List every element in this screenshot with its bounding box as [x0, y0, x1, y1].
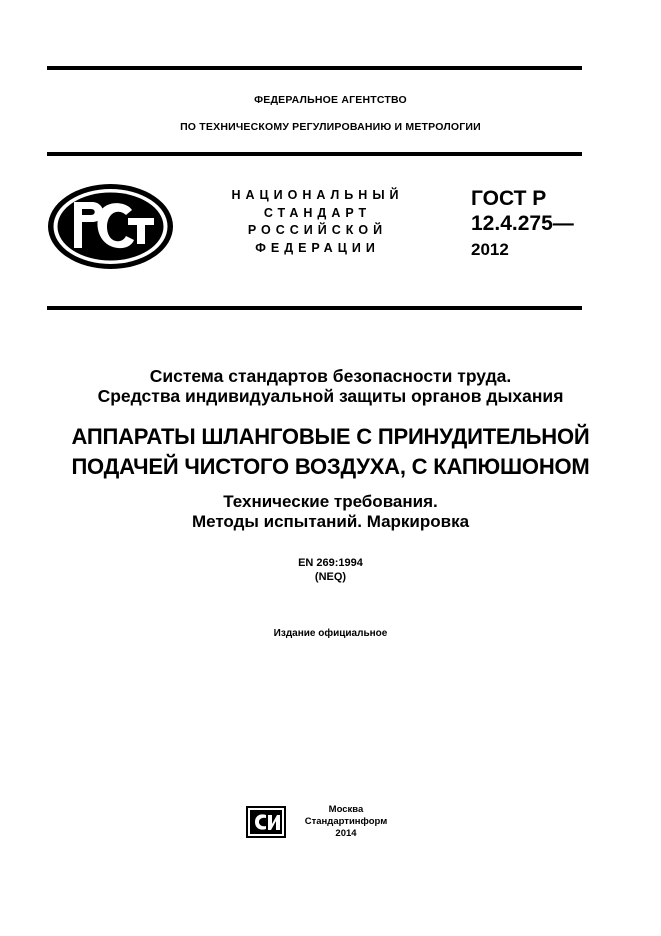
publisher-city: Москва	[328, 804, 364, 815]
gost-number: 12.4.275—	[471, 212, 574, 235]
publisher-year: 2014	[335, 828, 357, 839]
en-relation: (NEQ)	[314, 571, 347, 583]
agency-line-2: ПО ТЕХНИЧЕСКОМУ РЕГУЛИРОВАНИЮ И МЕТРОЛОГИИ	[180, 121, 481, 133]
national-standard-line-3: РОССИЙСКОЙ	[247, 223, 388, 237]
national-standard-line-1: НАЦИОНАЛЬНЫЙ	[231, 188, 404, 202]
publisher-block	[296, 804, 396, 840]
top-rule	[47, 66, 582, 70]
standard-block-rule	[47, 306, 582, 310]
header-rule	[47, 152, 582, 156]
standartinform-logo-icon	[246, 806, 286, 838]
national-standard-line-2: СТАНДАРТ	[263, 206, 372, 220]
document-title-line-1: АППАРАТЫ ШЛАНГОВЫЕ С ПРИНУДИТЕЛЬНОЙ	[71, 424, 590, 449]
rst-logo-text: РСТ	[46, 182, 48, 183]
en-standard: EN 269:1994	[298, 557, 363, 569]
gost-prefix: ГОСТ Р	[471, 187, 547, 210]
agency-line-1: ФЕДЕРАЛЬНОЕ АГЕНТСТВО	[254, 94, 407, 106]
document-title-line-2: ПОДАЧЕЙ ЧИСТОГО ВОЗДУХА, С КАПЮШОНОМ	[71, 454, 590, 479]
edition-label: Издание официальное	[273, 628, 388, 639]
subtitle-line-2: Средства индивидуальной защиты органов дыхания	[97, 386, 564, 406]
gost-year: 2012	[471, 240, 509, 259]
subtitle-line-1: Система стандартов безопасности труда.	[149, 366, 512, 386]
publisher-name: Стандартинформ	[304, 816, 388, 827]
requirements-line-1: Технические требования.	[223, 492, 438, 511]
national-standard-line-4: ФЕДЕРАЦИИ	[255, 241, 380, 255]
rst-logo-icon	[46, 182, 175, 271]
requirements-line-2: Методы испытаний. Маркировка	[191, 512, 470, 531]
